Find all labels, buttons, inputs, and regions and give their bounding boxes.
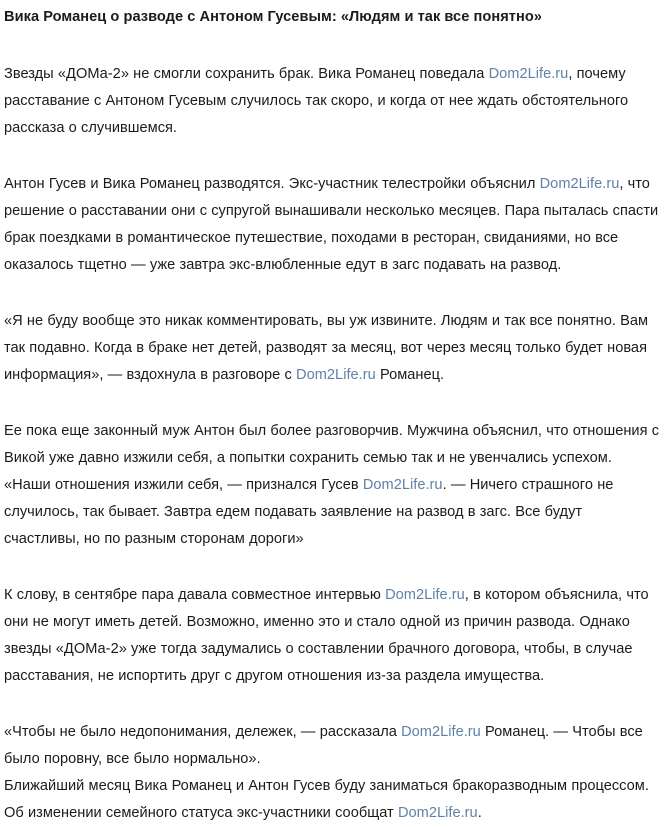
dom2life-link[interactable]: Dom2Life.ru <box>296 367 376 383</box>
article-paragraph: Звезды «ДОМа-2» не смогли сохранить брак. Вика Романец поведала Dom2Life.ru, почему расставание с Антоном Гусевым случилось так скоро, и когда от нее ждать обстоятельного рассказа о случившемся. <box>4 66 629 136</box>
paragraph-spacer <box>4 389 661 418</box>
article-paragraph: Ее пока еще законный муж Антон был более разговорчив. Мужчина объяснил, что отношения с Викой уже давно изжили себя, а попытки сохранить семью так и не увенчались успехом. «Наши отношения изжили себя, — признался Гусев Dom2Life.ru. — Ничего страшного не случилось, так бывает. Завтра едем подавать заявление на развод в загс. Все будут счастливы, но по разным сторонам дороги» <box>4 423 660 547</box>
dom2life-link[interactable]: Dom2Life.ru <box>488 66 569 82</box>
spacer-after-headline <box>4 31 661 61</box>
article-paragraph: «Я не буду вообще это никак комментировать, вы уж извините. Людям и так все понятно. Вам так подавно. Когда в браке нет детей, разводят за месяц, вот через месяц только будет новая информация», — вздохнула в разговоре с Dom2Life.ru Романец. <box>4 313 649 383</box>
dom2life-link[interactable]: Dom2Life.ru <box>539 176 620 192</box>
dom2life-link[interactable]: Dom2Life.ru <box>362 477 443 493</box>
article-paragraph: «Чтобы не было недопонимания, дележек, — рассказала Dom2Life.ru Романец. — Чтобы все было поровну, все было нормально». <box>4 724 643 767</box>
paragraph-spacer <box>4 279 661 308</box>
paragraph-spacer <box>4 690 661 719</box>
paragraph-spacer <box>4 142 661 171</box>
article-paragraph: Ближайший месяц Вика Романец и Антон Гусев буду заниматься бракоразводным процессом. Об изменении семейного статуса экс-участники сообщат Dom2Life.ru. <box>4 778 649 821</box>
article-paragraph: К слову, в сентябре пара давала совместное интервью Dom2Life.ru, в котором объяснила, что они не могут иметь детей. Возможно, именно это и стало одной из причин развода. Однако звезды «ДОМа-2» уже тогда задумались о составлении брачного договора, чтобы, в случае расставания, не испортить друг с другом отношения из-за раздела имущества. <box>4 587 649 684</box>
paragraph-spacer <box>4 553 661 582</box>
dom2life-link[interactable]: Dom2Life.ru <box>397 805 478 821</box>
article-paragraph: Антон Гусев и Вика Романец разводятся. Экс-участник телестройки объяснил Dom2Life.ru, что решение о расставании они с супругой вынашивали несколько месяцев. Пара пыталась спасти брак поездками в романтическое путешествие, походами в ресторан, свиданиями, но все оказалось тщетно — уже завтра экс-влюбленные едут в загс подавать на развод. <box>4 176 659 273</box>
article-headline: Вика Романец о разводе с Антоном Гусевым: «Людям и так все понятно» <box>4 9 542 25</box>
dom2life-link[interactable]: Dom2Life.ru <box>385 587 465 603</box>
dom2life-link[interactable]: Dom2Life.ru <box>401 724 481 740</box>
